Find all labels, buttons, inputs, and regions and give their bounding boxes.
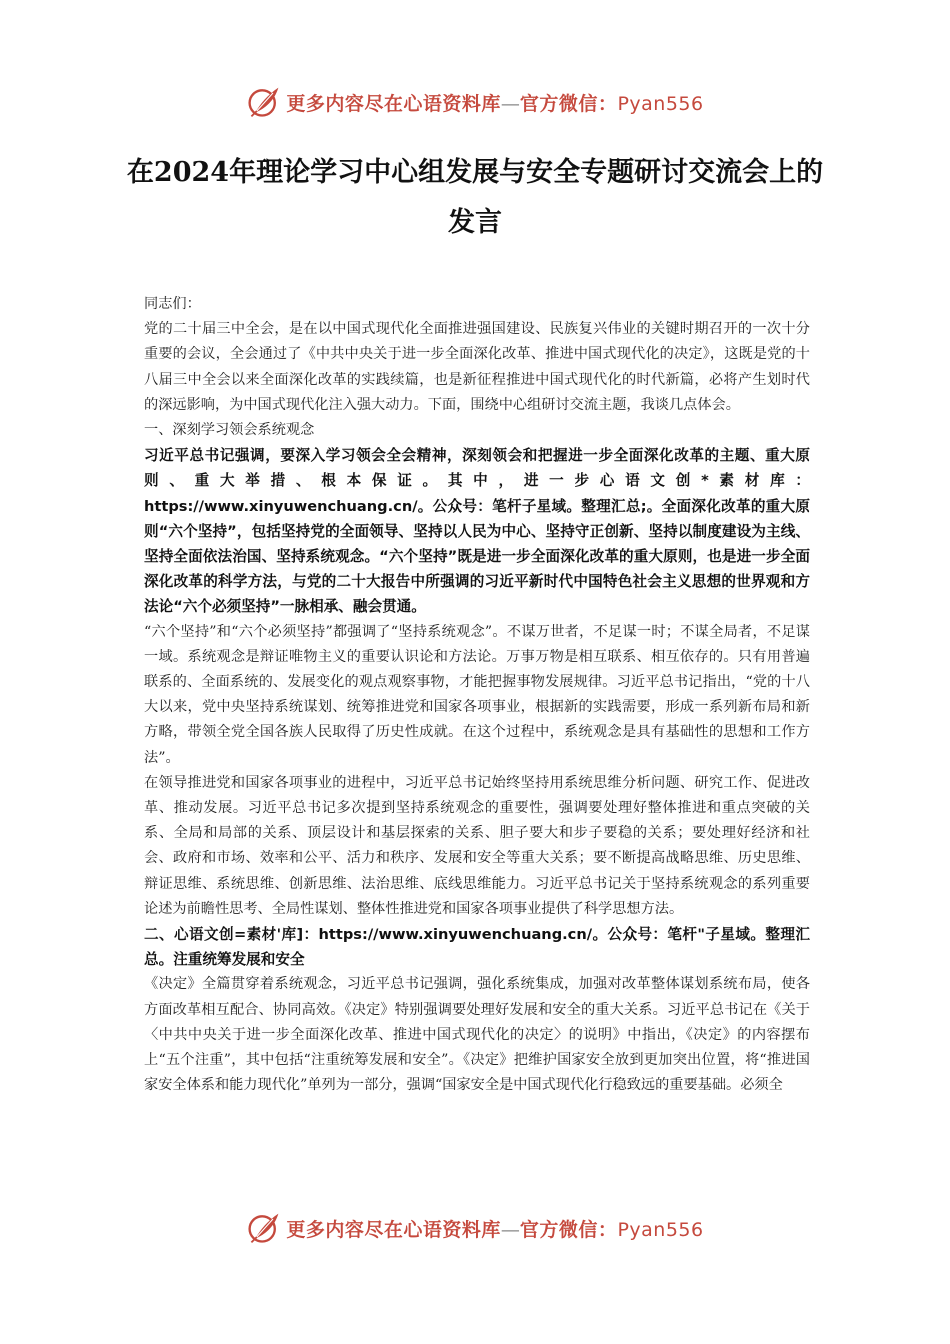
paragraph: 在领导推进党和国家各项事业的进程中，习近平总书记始终坚持用系统思维分析问题、研究工作、促进改革、推动发展。习近平总书记多次提到坚持系统观念的重要性，强调要处理好整体推进和重点突破的关系、全局和局部的关系、顶层设计和基层探索的关系、胆子要大和步子要稳的关系；要处理好经济和社会、政府和市场、效率和公平、活力和秩序、发展和安全等重大关系；要不断提高战略思维、历史思维、辩证思维、系统思维、创新思维、法治思维、底线思维能力。习近平总书记关于坚持系统观念的系列重要论述为前瞻性思考、全局性谋划、整体性推进党和国家各项事业提供了科学思想方法。 [144, 774, 810, 917]
banner-official-label: 官方微信： [519, 1218, 618, 1241]
footer-banner [0, 1206, 950, 1250]
banner-wechat-id: Pyan556 [617, 1218, 704, 1241]
banner-official-label: 官方微信： [519, 92, 618, 115]
section-heading-1: 一、深刻学习领会系统观念 [144, 422, 315, 439]
banner-text [286, 1215, 703, 1242]
banner-wechat-id: Pyan556 [617, 92, 704, 115]
section-heading-2: 二、心语文创=素材'库]：https://www.xinyuwenchuang.cn/。公众号：笔杆"子星域。整理汇总。注重统筹发展和安全 [144, 926, 810, 969]
paragraph: 党的二十届三中全会，是在以中国式现代化全面推进强国建设、民族复兴伟业的关键时期召开的一次十分重要的会议，全会通过了《中共中央关于进一步全面深化改革、推进中国式现代化的决定》，这既是党的十八届三中全会以来全面深化改革的实践续篇，也是新征程推进中国式现代化的时代新篇，必将产生划时代的深远影响，为中国式现代化注入强大动力。下面，围绕中心组研讨交流主题，我谈几点体会。 [144, 321, 810, 413]
document-title: 在2024年理论学习中心组发展与安全专题研讨交流会上的发言 [126, 157, 824, 238]
document-body [144, 292, 810, 1099]
banner-dash: — [500, 92, 520, 115]
paragraph: 《决定》全篇贯穿着系统观念，习近平总书记强调，强化系统集成，加强对改革整体谋划系统布局，使各方面改革相互配合、协同高效。《决定》特别强调要处理好发展和安全的重大关系。习近平总书记在《关于〈中共中央关于进一步全面深化改革、推进中国式现代化的决定〉的说明》中指出，《决定》的内容摆布上“五个注重”，其中包括“注重统筹发展和安全”。《决定》把维护国家安全放到更加突出位置，将“推进国家安全体系和能力现代化”单列为一部分，强调“国家安全是中国式现代化行稳致远的重要基础。必须全 [144, 976, 810, 1094]
feather-pen-logo-icon [246, 84, 282, 120]
paragraph-bold: 习近平总书记强调，要深入学习领会全会精神，深刻领会和把握进一步全面深化改革的主题、重大原则、重大举措、根本保证。其中，进一步心语文创*素材库：https://www.xinyuwenchuang.cn/。公众号：笔杆子星域。整理汇总;。全面深化改革的重大原则“六个坚持”，包括坚持党的全面领导、坚持以人民为中心、坚持守正创新、坚持以制度建设为主线、坚持全面依法治国、坚持系统观念。“六个坚持”既是进一步全面深化改革的重大原则，也是进一步全面深化改革的科学方法，与党的二十大报告中所强调的习近平新时代中国特色社会主义思想的世界观和方法论“六个必须坚持”一脉相承、融会贯通。 [144, 447, 810, 616]
paragraph: “六个坚持”和“六个必须坚持”都强调了“坚持系统观念”。不谋万世者，不足谋一时；不谋全局者，不足谋一域。系统观念是辩证唯物主义的重要认识论和方法论。万事万物是相互联系、相互依存的。只有用普遍联系的、全面系统的、发展变化的观点观察事物，才能把握事物发展规律。习近平总书记指出，“党的十八大以来，党中央坚持系统谋划、统筹推进党和国家各项事业，根据新的实践需要，形成一系列新布局和新方略，带领全党全国各族人民取得了历史性成就。在这个过程中，系统观念是具有基础性的思想和工作方法”。 [144, 623, 810, 766]
banner-text [286, 89, 703, 116]
banner-main-text: 更多内容尽在心语资料库 [286, 92, 501, 115]
banner-main-text: 更多内容尽在心语资料库 [286, 1218, 501, 1241]
banner-dash: — [500, 1218, 520, 1241]
feather-pen-logo-icon [246, 1210, 282, 1246]
header-banner [0, 80, 950, 124]
salutation: 同志们： [144, 296, 201, 312]
